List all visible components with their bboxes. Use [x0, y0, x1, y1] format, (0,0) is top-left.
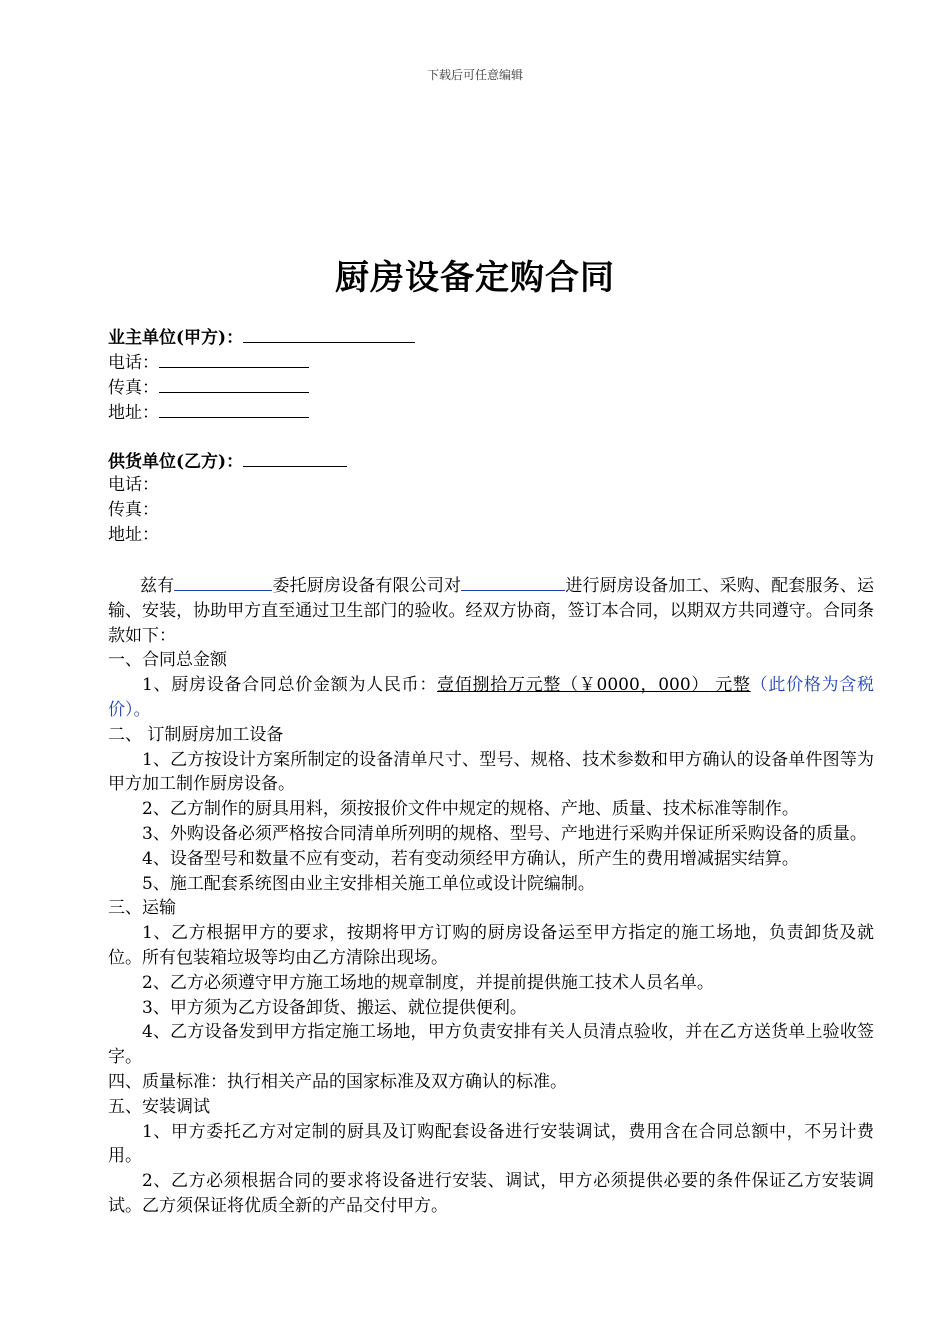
intro-paragraph	[108, 572, 874, 648]
contract-body	[108, 572, 874, 1219]
header-note: 下载后可任意编辑	[426, 68, 523, 82]
party-a-phone-line	[108, 349, 878, 374]
section-2-item-4: 4、设备型号和数量不应有变动，若有变动须经甲方确认，所产生的费用增减据实结算。	[142, 848, 799, 869]
party-b-fax-label: 传真：	[108, 500, 159, 520]
party-b-label: 供货单位(乙方)：	[108, 452, 244, 472]
party-b-address-line	[108, 523, 878, 548]
s1-p1-text: 1、厨房设备合同总价金额为人民币：	[142, 675, 438, 696]
intro-part3: 进行厨房设备加工、采购、配套服务、运输、安装，协助甲方直至通过卫生部门的验收。经双方协商，签订本合同，以期双方共同遵守。合同条款如下：	[108, 576, 874, 646]
section-2-item-5: 5、施工配套系统图由业主安排相关施工单位或设计院编制。	[142, 873, 595, 894]
section-2-item-1: 1、乙方按设计方案所制定的设备清单尺寸、型号、规格、技术参数和甲方确认的设备单件图等为甲方加工制作厨房设备。	[108, 749, 874, 795]
intro-blank-2	[461, 572, 565, 591]
section-2-item-2: 2、乙方制作的厨具用料，须按报价文件中规定的规格、产地、质量、技术标准等制作。	[142, 799, 799, 820]
party-b-label-line	[108, 448, 878, 473]
intro-blank-1	[174, 572, 272, 591]
s1-p1-amount: 壹佰捌拾万元整（￥0000，000）	[437, 675, 710, 696]
section-1-item-1	[108, 673, 874, 723]
s1-p1-unit: 元整	[709, 675, 751, 696]
party-a-blank	[243, 324, 415, 343]
party-b-phone-label: 电话：	[108, 475, 159, 495]
party-a-phone-blank	[159, 349, 309, 368]
section-5-item-2: 2、乙方必须根据合同的要求将设备进行安装、调试，甲方必须提供必要的条件保证乙方安装调试。乙方须保证将优质全新的产品交付甲方。	[108, 1171, 874, 1216]
party-a-address-line	[108, 399, 878, 424]
section-1-title: 一、合同总金额	[108, 650, 227, 671]
party-a-fax-label: 传真：	[108, 378, 159, 398]
section-3-item-2: 2、乙方必须遵守甲方施工场地的规章制度，并提前提供施工技术人员名单。	[142, 972, 714, 993]
party-b-fax-line	[108, 498, 878, 523]
section-3-item-1: 1、乙方根据甲方的要求，按期将甲方订购的厨房设备运至甲方指定的施工场地，负责卸货及就位。所有包装箱垃圾等均由乙方清除出现场。	[108, 923, 874, 968]
contract-title: 厨房设备定购合同	[335, 258, 615, 298]
section-5-item-1: 1、甲方委托乙方对定制的厨具及订购配套设备进行安装调试，费用含在合同总额中，不另计费用。	[108, 1121, 874, 1167]
party-a-label: 业主单位(甲方)：	[108, 328, 244, 348]
party-a-address-label: 地址：	[108, 403, 159, 423]
intro-part1: 兹有	[140, 576, 175, 596]
party-b-phone-line	[108, 473, 878, 498]
party-a-address-blank	[159, 399, 309, 418]
section-3-item-4: 4、乙方设备发到甲方指定施工场地，甲方负责安排有关人员清点验收，并在乙方送货单上验收签字。	[108, 1022, 874, 1068]
intro-part2: 委托厨房设备有限公司对	[272, 576, 462, 596]
s1-p1-note: （此价格为含税价）。	[108, 675, 874, 720]
section-5-title: 五、安装调试	[108, 1096, 210, 1117]
party-a-label-line	[108, 324, 878, 349]
section-3-item-3: 3、甲方须为乙方设备卸货、搬运、就位提供便利。	[142, 997, 527, 1018]
party-a-fax-line	[108, 374, 878, 399]
party-a-phone-label: 电话：	[108, 353, 159, 373]
party-b-block	[108, 448, 878, 548]
party-b-blank	[243, 448, 347, 467]
party-b-address-label: 地址：	[108, 525, 159, 545]
section-4-title: 四、质量标准：执行相关产品的国家标准及双方确认的标准。	[108, 1071, 567, 1092]
party-a-block	[108, 324, 878, 424]
section-3-title: 三、运输	[108, 898, 176, 919]
section-2-item-3: 3、外购设备必须严格按合同清单所列明的规格、型号、产地进行采购并保证所采购设备的质量。	[142, 823, 867, 844]
section-2-title: 二、 订制厨房加工设备	[108, 724, 284, 745]
party-a-fax-blank	[159, 374, 309, 393]
